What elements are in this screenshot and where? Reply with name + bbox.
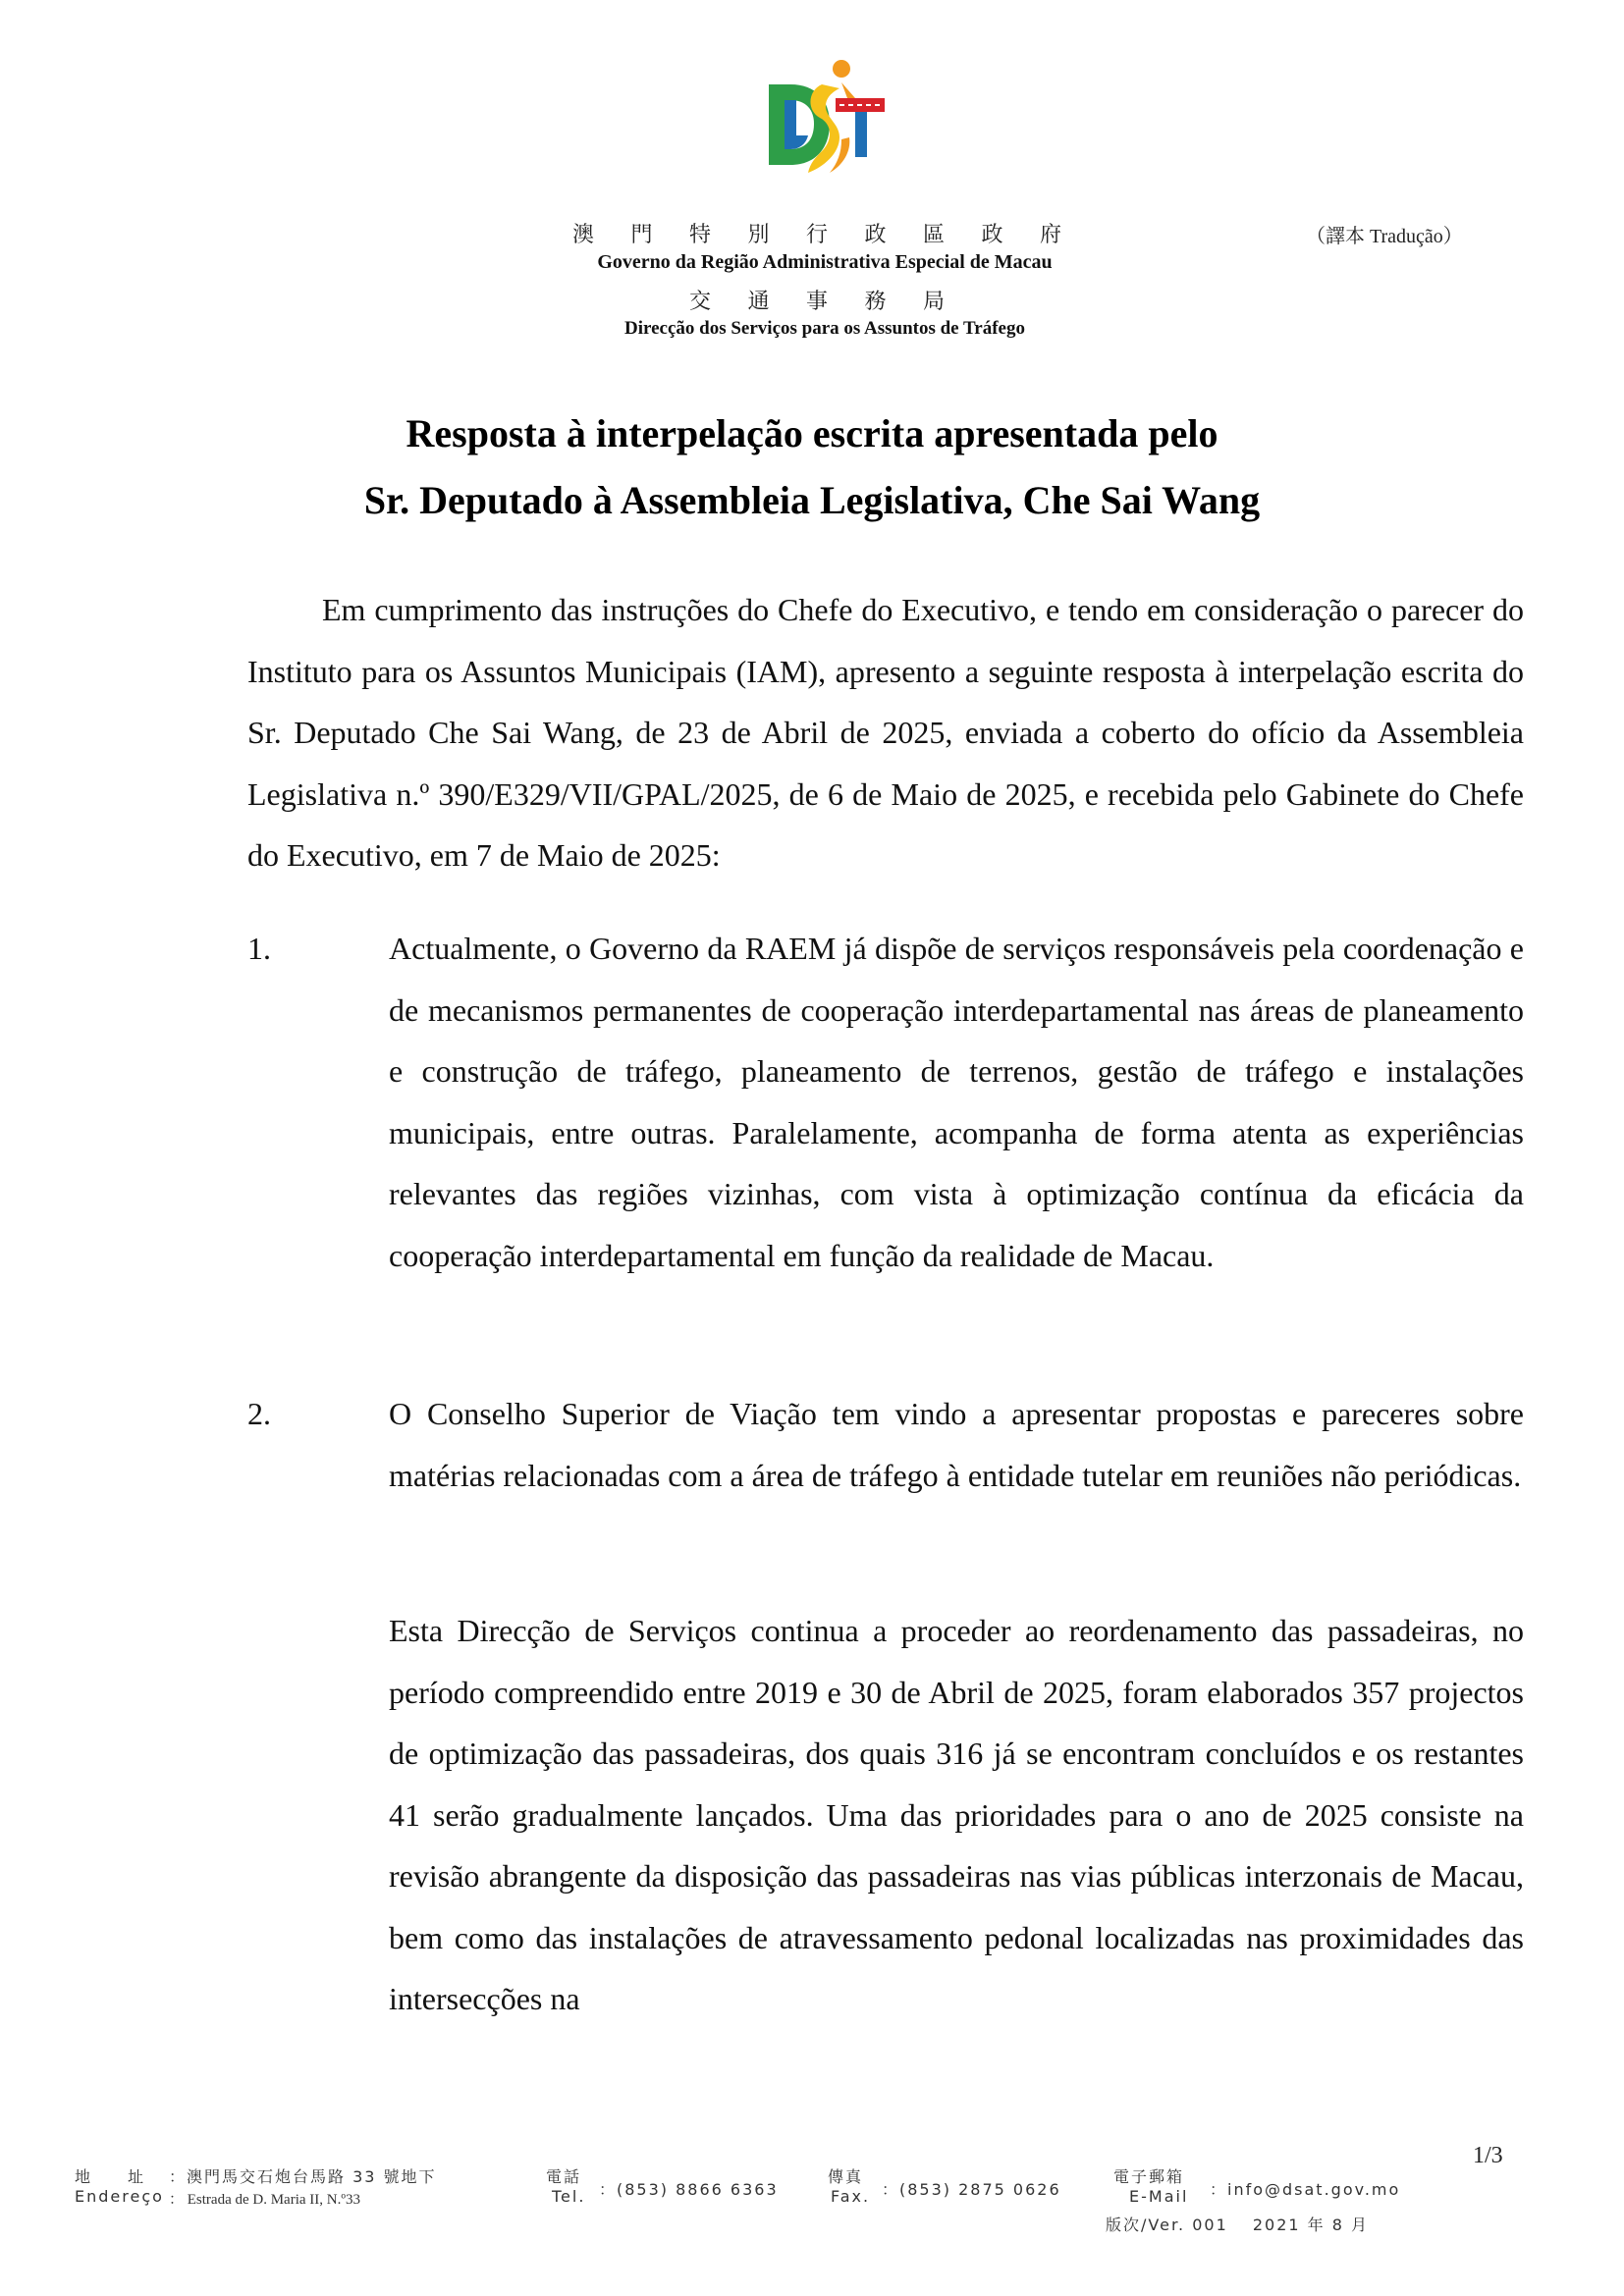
address-label-chinese: 地 址 bbox=[75, 2167, 146, 2186]
translation-tag: （譯本 Tradução） bbox=[1306, 226, 1463, 247]
item-2-continuation-text: Esta Direcção de Serviços continua a proceder ao reordenamento das passadeiras, no período compreendido entre 2019 e 30 de Abril de 2025, foram elaborados 357 projectos de optimização das passadeiras, dos quais 316 já se encontram concluídos e os restantes 41 serão gradualmente lançados. Uma das prioridades para o ano de 2025 consiste na revisão abrangente da disposição das passadeiras nas vias públicas interzonais de Macau, bem como das instalações de atravessamento pedonal localizadas nas proximidades das intersecções na bbox=[389, 1613, 1524, 2016]
document-title-line-2: Sr. Deputado à Assembleia Legislativa, Che Sai Wang bbox=[363, 478, 1261, 522]
fax-label-portuguese: Fax. bbox=[831, 2187, 871, 2206]
address-portuguese: ： Estrada de D. Maria II, N.º33 bbox=[169, 2192, 361, 2208]
email-label-chinese: 電子郵箱 bbox=[1113, 2167, 1185, 2186]
government-name-chinese: 澳 門 特 別 行 政 區 政 府 bbox=[571, 222, 1077, 246]
address-chinese: ：澳門馬交石炮台馬路 33 號地下 bbox=[169, 2167, 437, 2186]
department-name-portuguese: Direcção dos Serviços para os Assuntos de Tráfego bbox=[624, 318, 1025, 339]
fax-number: ：(853) 2875 0626 bbox=[882, 2180, 1061, 2199]
address-label-portuguese: Endereço bbox=[75, 2187, 164, 2206]
tel-number: ：(853) 8866 6363 bbox=[599, 2180, 779, 2199]
logo-t-blue bbox=[855, 112, 867, 157]
email-address: ：info@dsat.gov.mo bbox=[1210, 2180, 1401, 2199]
item-1-number: 1. bbox=[247, 931, 271, 966]
tel-label-portuguese: Tel. bbox=[552, 2187, 586, 2206]
item-2-text: O Conselho Superior de Viação tem vindo a apresentar propostas e pareceres sobre matérias relacionadas com a área de tráfego à entidade tutelar em reuniões não periódicas. bbox=[389, 1396, 1524, 1493]
item-1-text: Actualmente, o Governo da RAEM já dispõe de serviços responsáveis pela coordenação e de mecanismos permanentes de cooperação interdepartamental nas áreas de planeamento e construção de tráfego, planeamento de terrenos, gestão de tráfego e instalações municipais, entre outras. Paralelamente, acompanha de forma atenta as experiências relevantes das regiões vizinhas, com vista à optimização contínua da eficácia da cooperação interdepartamental em função da realidade de Macau. bbox=[389, 931, 1524, 1273]
item-2-number: 2. bbox=[247, 1396, 271, 1431]
department-name-chinese: 交 通 事 務 局 bbox=[688, 289, 960, 313]
intro-paragraph: Em cumprimento das instruções do Chefe do Executivo, e tendo em consideração o parecer do Instituto para os Assuntos Municipais (IAM), apresento a seguinte resposta à interpelação escrita do Sr. Deputado Che Sai Wang, de 23 de Abril de 2025, enviada a coberto do ofício da Assembleia Legislativa n.º 390/E329/VII/GPAL/2025, de 6 de Maio de 2025, e recebida pelo Gabinete do Chefe do Executivo, em 7 de Maio de 2025: bbox=[247, 592, 1524, 873]
logo-d-blue bbox=[785, 100, 808, 149]
government-name-portuguese: Governo da Região Administrativa Especial de Macau bbox=[597, 251, 1053, 273]
fax-label-chinese: 傳真 bbox=[828, 2167, 864, 2186]
document-version: 版次/Ver. 001 2021 年 8 月 bbox=[1106, 2216, 1370, 2234]
dsat-logo bbox=[761, 55, 889, 185]
email-label-portuguese: E-Mail bbox=[1129, 2187, 1189, 2206]
document-title-line-1: Resposta à interpelação escrita apresentada pelo bbox=[406, 411, 1218, 455]
logo-head-orange bbox=[833, 60, 850, 78]
tel-label-chinese: 電話 bbox=[546, 2167, 582, 2186]
page-number: 1/3 bbox=[1473, 2143, 1503, 2168]
